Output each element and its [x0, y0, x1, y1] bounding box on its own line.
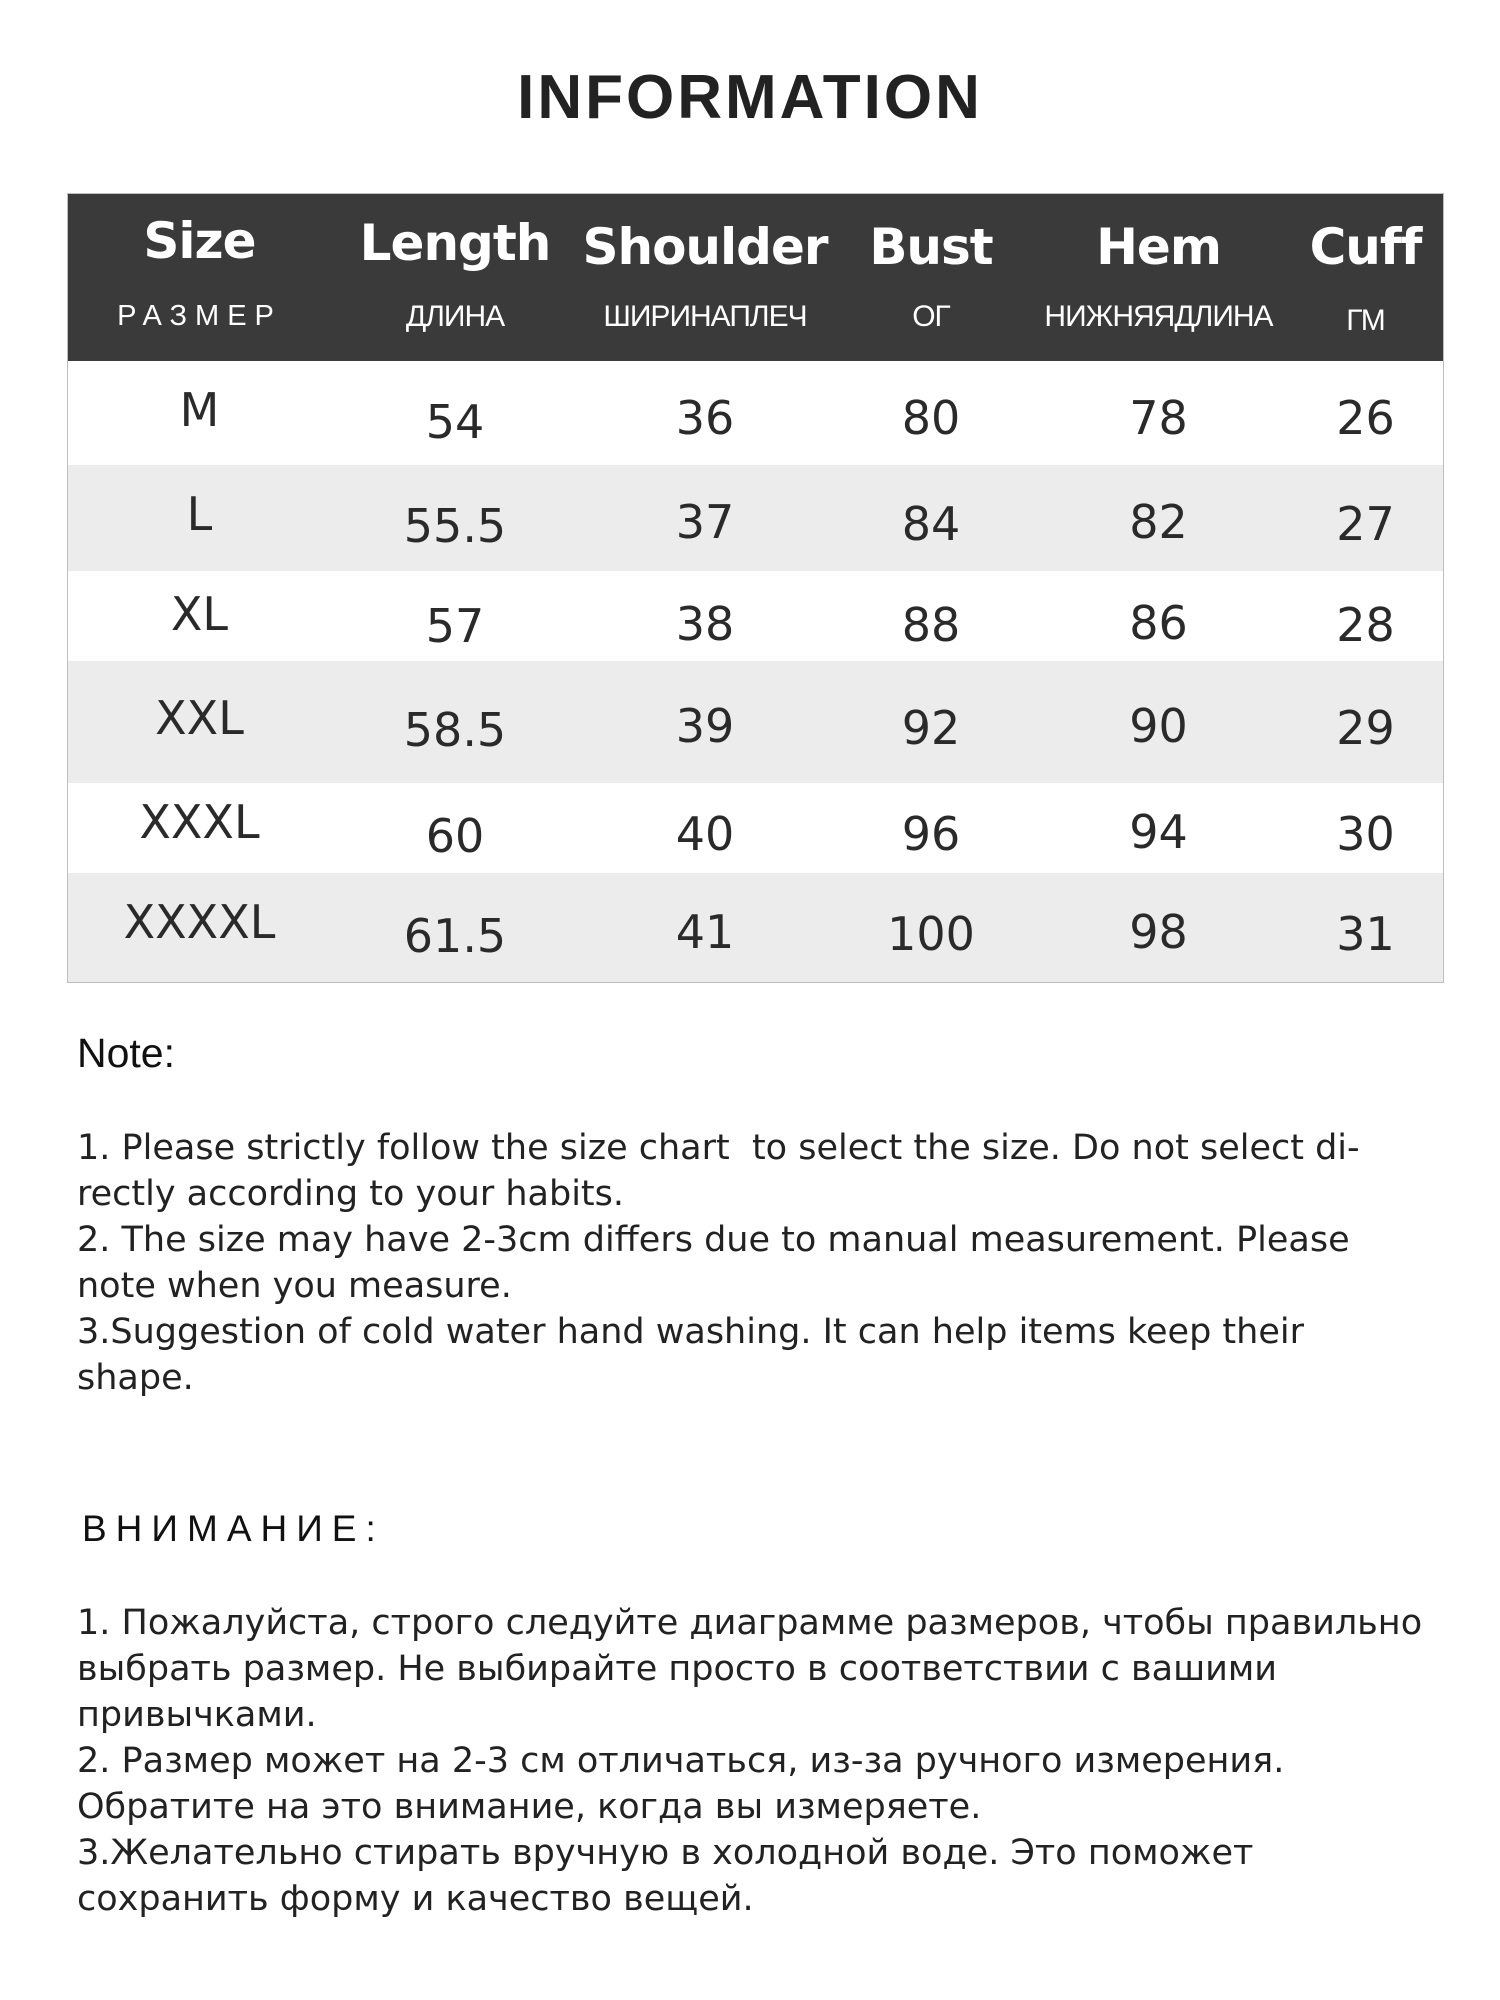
note-ru-list: [77, 1600, 1437, 1922]
note-heading: Note:: [77, 1030, 175, 1076]
table-row: [68, 783, 1443, 873]
cell-bust: 92: [901, 701, 961, 755]
table-row: [68, 661, 1443, 783]
table-row: [68, 571, 1443, 661]
page-title: INFORMATION: [517, 63, 983, 132]
cell-size: XL: [170, 587, 229, 641]
cell-hem: 98: [1129, 905, 1188, 959]
cell-shoulder: 37: [675, 495, 735, 549]
cell-bust: 88: [901, 598, 961, 652]
cell-shoulder: 36: [675, 391, 735, 445]
note-ru-item-3: 3.Желательно стирать вручную в холодной воде. Это поможет сохранить форму и качество вещей.: [77, 1833, 1254, 1919]
cell-cuff: 26: [1336, 391, 1395, 445]
note-item-3: 3.Suggestion of cold water hand washing. It can help items keep their shape.: [77, 1312, 1304, 1398]
cell-size: XXL: [155, 691, 244, 745]
cell-shoulder: 39: [675, 699, 735, 753]
cell-hem: 82: [1129, 495, 1188, 549]
cell-bust: 80: [901, 391, 961, 445]
table-header: [68, 194, 1443, 361]
header-size-ru: РАЗМЕР: [117, 300, 282, 332]
cell-hem: 90: [1129, 699, 1188, 753]
cell-cuff: 30: [1336, 807, 1395, 861]
header-size: [68, 194, 331, 361]
cell-size: M: [179, 383, 220, 437]
table-row: [68, 873, 1443, 983]
header-hem-en: Hem: [1096, 218, 1221, 276]
cell-length: 57: [425, 599, 485, 653]
header-length-ru: ДЛИНА: [405, 300, 505, 333]
cell-cuff: 31: [1336, 907, 1395, 961]
header-bust-ru: ОГ: [912, 300, 950, 333]
cell-size: XXXXL: [123, 895, 276, 949]
cell-length: 54: [425, 395, 485, 449]
cell-size: XXXL: [139, 795, 260, 849]
cell-size: L: [186, 487, 213, 541]
cell-bust: 96: [901, 807, 961, 861]
note-item-2: 2. The size may have 2-3cm differs due to manual measurement. Please note when you measure.: [77, 1220, 1350, 1306]
note-ru-heading: ВНИМАНИЕ:: [82, 1508, 385, 1549]
header-length: [331, 194, 579, 361]
size-table: [67, 193, 1444, 983]
header-cuff: [1286, 194, 1444, 361]
cell-shoulder: 40: [675, 807, 735, 861]
cell-length: 58.5: [403, 703, 507, 757]
cell-hem: 94: [1129, 805, 1188, 859]
header-length-en: Length: [359, 214, 551, 272]
cell-hem: 86: [1129, 596, 1188, 650]
cell-shoulder: 38: [675, 597, 735, 651]
cell-length: 61.5: [403, 909, 507, 963]
cell-hem: 78: [1129, 391, 1188, 445]
cell-cuff: 27: [1336, 497, 1395, 551]
cell-shoulder: 41: [675, 905, 735, 959]
header-hem-ru: НИЖНЯЯДЛИНА: [1044, 300, 1273, 333]
note-ru-item-1: 1. Пожалуйста, строго следуйте диаграмме размеров, чтобы правильно выбрать размер. Не выбирайте просто в соответствии с вашими привычками.: [77, 1603, 1423, 1735]
cell-length: 55.5: [403, 499, 507, 553]
header-cuff-ru: ГМ: [1346, 304, 1385, 337]
note-item-1: 1. Please strictly follow the size chart to select the size. Do not select di- rectly according to your habits.: [77, 1128, 1360, 1214]
table-row: [68, 361, 1443, 465]
header-bust-en: Bust: [869, 218, 993, 276]
header-shoulder-ru: ШИРИНАПЛЕЧ: [603, 300, 807, 333]
header-hem: [1031, 194, 1286, 361]
cell-cuff: 28: [1336, 598, 1395, 652]
cell-bust: 84: [901, 497, 961, 551]
header-shoulder: [579, 194, 831, 361]
header-shoulder-en: Shoulder: [582, 218, 828, 276]
cell-bust: 100: [887, 907, 975, 961]
table-row: [68, 465, 1443, 571]
header-bust: [831, 194, 1031, 361]
note-list: [77, 1125, 1417, 1401]
header-size-en: Size: [143, 212, 256, 270]
cell-cuff: 29: [1336, 701, 1395, 755]
header-cuff-en: Cuff: [1309, 218, 1422, 276]
note-ru-item-2: 2. Размер может на 2-3 см отличаться, из-за ручного измерения. Обратите на это внимание, когда вы измеряете.: [77, 1741, 1285, 1827]
cell-length: 60: [425, 809, 485, 863]
